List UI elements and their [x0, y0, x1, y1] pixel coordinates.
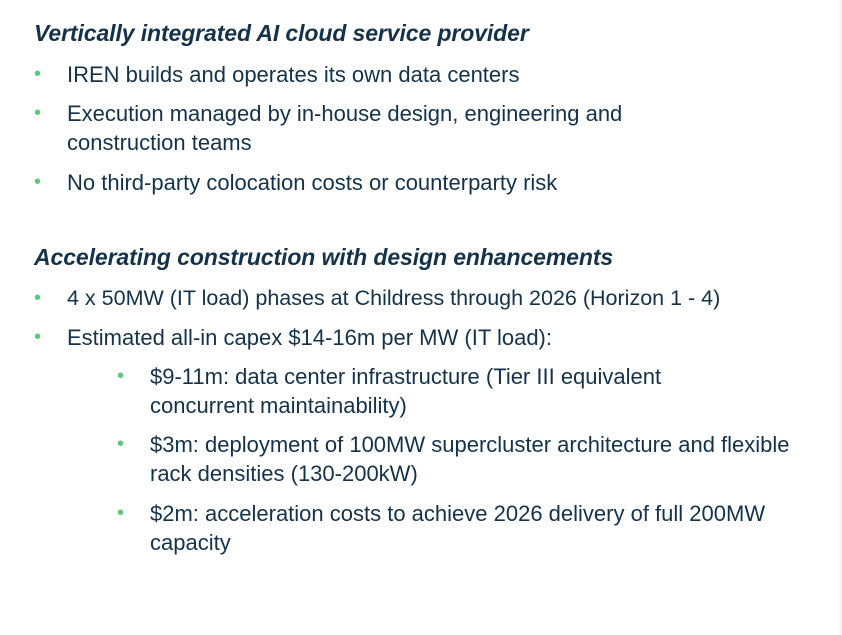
- bullet-dot-icon: •: [34, 326, 42, 348]
- bullet-item: [34, 323, 824, 352]
- bullet-text: 4 x 50MW (IT load) phases at Childress through 2026 (Horizon 1 - 4): [67, 286, 721, 310]
- bullet-dot-icon: •: [34, 63, 42, 85]
- bullet-dot-icon: •: [34, 102, 42, 124]
- page-edge-shadow: [837, 0, 842, 635]
- bullet-text: Estimated all-in capex $14-16m per MW (IT load):: [67, 325, 552, 350]
- bullet-item: [34, 99, 824, 157]
- bullet-dot-icon: •: [117, 502, 125, 524]
- sub-bullet-item: [117, 430, 822, 488]
- bullet-dot-icon: •: [34, 287, 42, 309]
- bullet-item: [34, 60, 824, 89]
- section-heading-accelerating-construction: Accelerating construction with design enhancements: [34, 244, 614, 270]
- bullet-text: No third-party colocation costs or counterparty risk: [67, 170, 558, 195]
- sub-bullet-text: $3m: deployment of 100MW supercluster architecture and flexible rack densities (130-200kW): [150, 432, 790, 486]
- bullet-dot-icon: •: [34, 171, 42, 193]
- sub-bullet-text: $2m: acceleration costs to achieve 2026 delivery of full 200MW capacity: [150, 501, 766, 555]
- sub-bullet-item: [117, 499, 822, 557]
- bullet-item: [34, 168, 824, 197]
- bullet-text: Execution managed by in-house design, engineering and construction teams: [67, 101, 623, 155]
- sub-bullet-text: $9-11m: data center infrastructure (Tier III equivalent concurrent maintainability): [150, 364, 662, 418]
- bullet-dot-icon: •: [117, 433, 125, 455]
- bullet-dot-icon: •: [117, 365, 125, 387]
- bullet-item: [34, 284, 824, 313]
- sub-bullet-item: [117, 362, 822, 420]
- bullet-text: IREN builds and operates its own data centers: [67, 62, 520, 87]
- section-heading-vertically-integrated: Vertically integrated AI cloud service provider: [34, 20, 529, 46]
